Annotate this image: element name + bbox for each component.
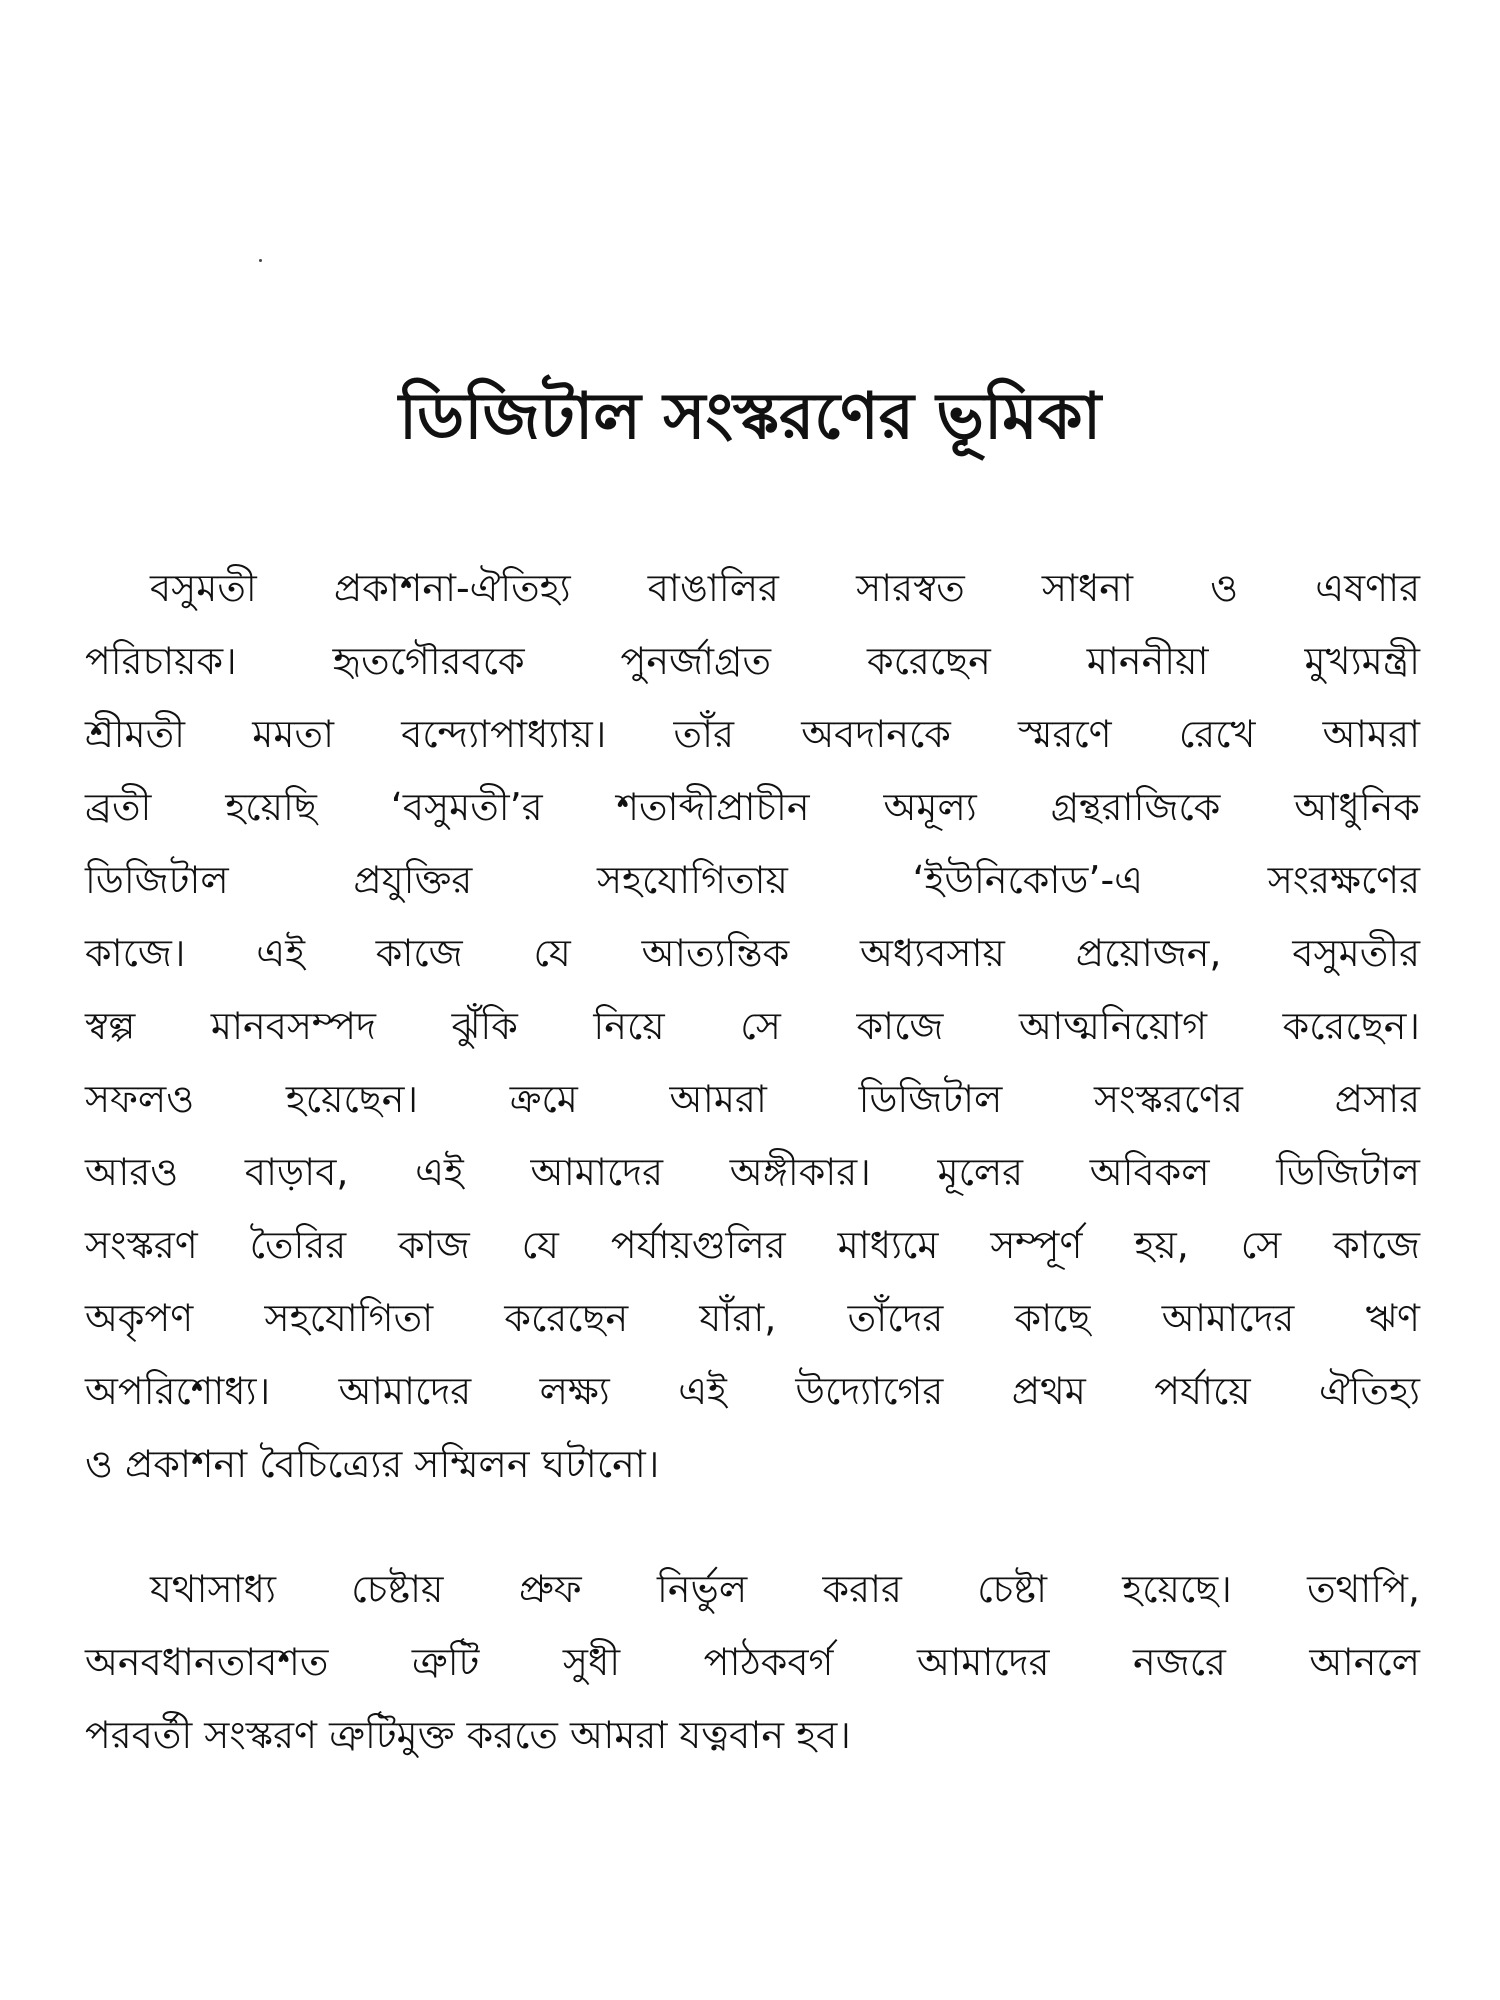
paragraph-proofing: [85, 1553, 1420, 1772]
scan-speck: [259, 259, 262, 262]
paragraph-line: যথাসাধ্য চেষ্টায় প্রুফ নির্ভুল করার চেষ্টা হয়েছে। তথাপি,: [150, 1567, 1420, 1611]
paragraph-line: ডিজিটাল প্রযুক্তির সহযোগিতায় ‘ইউনিকোড’-এ সংরক্ষণের: [85, 858, 1420, 902]
page-title: ডিজিটাল সংস্করণের ভূমিকা: [398, 380, 1102, 454]
paragraph-line: সফলও হয়েছেন। ক্রমে আমরা ডিজিটাল সংস্করণের প্রসার: [85, 1077, 1420, 1121]
paragraph-line: অনবধানতাবশত ত্রুটি সুধী পাঠকবর্গ আমাদের নজরে আনলে: [85, 1640, 1420, 1684]
paragraph-line: পরবর্তী সংস্করণ ত্রুটিমুক্ত করতে আমরা যত্নবান হব।: [85, 1713, 851, 1757]
paragraph-line: বসুমতী প্রকাশনা-ঐতিহ্য বাঙালির সারস্বত সাধনা ও এষণার: [150, 566, 1420, 610]
paragraph-line: কাজে। এই কাজে যে আত্যন্তিক অধ্যবসায় প্রয়োজন, বসুমতীর: [85, 931, 1420, 975]
paragraph-line: শ্রীমতী মমতা বন্দ্যোপাধ্যায়। তাঁর অবদানকে স্মরণে রেখে আমরা: [85, 712, 1420, 756]
paragraph-line: অপরিশোধ্য। আমাদের লক্ষ্য এই উদ্যোগের প্রথম পর্যায়ে ঐতিহ্য: [85, 1369, 1420, 1413]
paragraph-line: অকৃপণ সহযোগিতা করেছেন যাঁরা, তাঁদের কাছে আমাদের ঋণ: [85, 1296, 1420, 1340]
paragraph-line: সংস্করণ তৈরির কাজ যে পর্যায়গুলির মাধ্যমে সম্পূর্ণ হয়, সে কাজে: [85, 1223, 1420, 1267]
paragraph-line: আরও বাড়াব, এই আমাদের অঙ্গীকার। মূলের অবিকল ডিজিটাল: [85, 1150, 1420, 1194]
paragraph-line: স্বল্প মানবসম্পদ ঝুঁকি নিয়ে সে কাজে আত্মনিয়োগ করেছেন।: [85, 1004, 1420, 1048]
paragraph-line: ব্রতী হয়েছি ‘বসুমতী’র শতাব্দীপ্রাচীন অমূল্য গ্রন্থরাজিকে আধুনিক: [85, 785, 1420, 829]
paragraph-line: ও প্রকাশনা বৈচিত্র্যের সম্মিলন ঘটানো।: [85, 1442, 660, 1486]
paragraph-intro: [85, 552, 1420, 1501]
paragraph-line: পরিচায়ক। হৃতগৌরবকে পুনর্জাগ্রত করেছেন মাননীয়া মুখ্যমন্ত্রী: [85, 639, 1420, 683]
